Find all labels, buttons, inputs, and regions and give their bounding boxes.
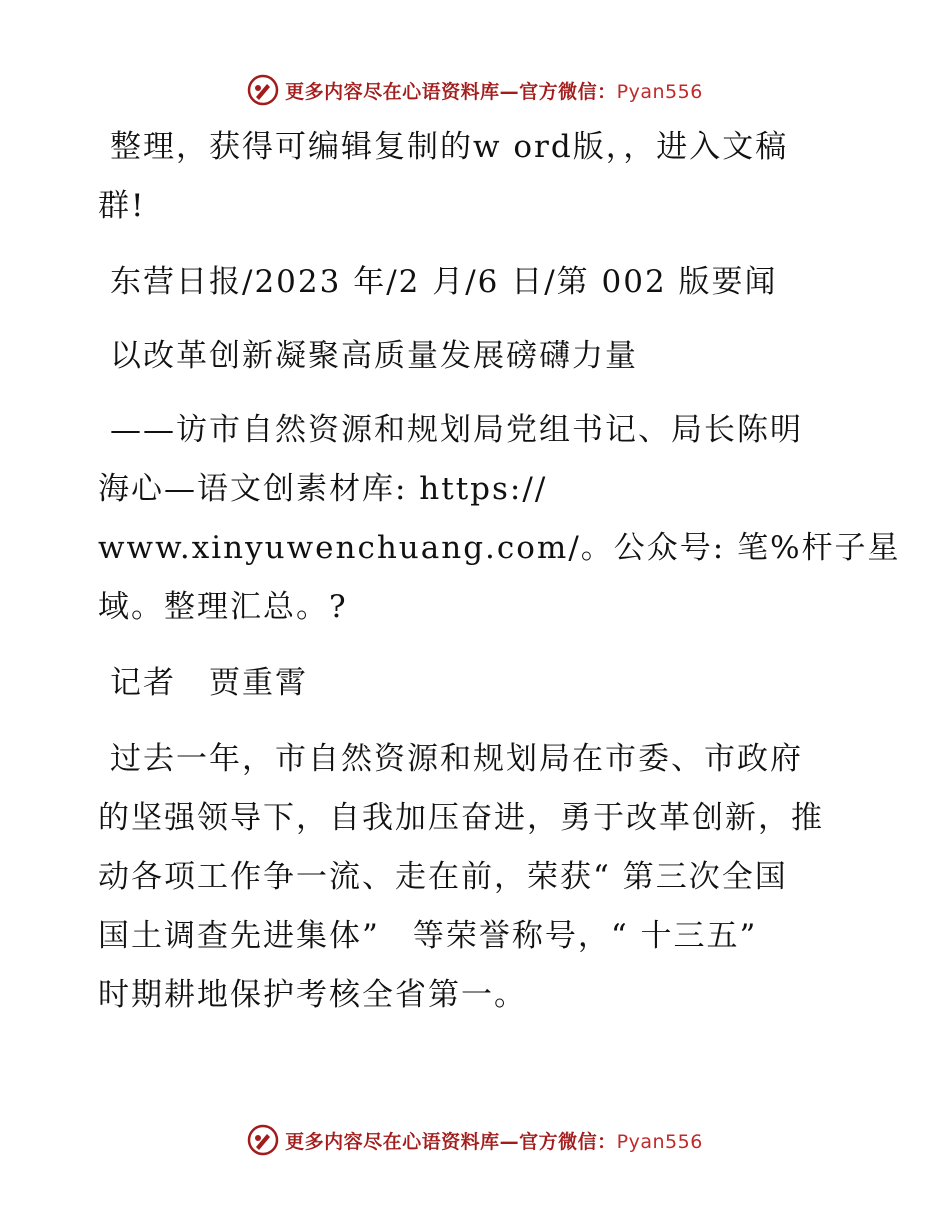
watermark-text: 更多内容尽在心语资料库—官方微信：Pyan556 (285, 80, 703, 103)
subtitle-line: 域。整理汇总。? (98, 589, 348, 625)
pen-logo-icon (247, 74, 279, 106)
byline: 记者 贾重霄 (110, 665, 308, 701)
document-body (98, 118, 901, 1025)
headline: 以改革创新凝聚高质量发展磅礴力量 (110, 338, 638, 374)
dateline: 东营日报/2023 年/2 月/6 日/第 002 版要闻 (110, 264, 778, 300)
body-line: 国土调查先进集体” 等荣誉称号，“ 十三五” (98, 918, 758, 954)
subtitle-line: 海心—语文创素材库: https:// (98, 471, 548, 507)
body-line: 时期耕地保护考核全省第一。 (98, 977, 527, 1013)
body-line: 的坚强领导下，自我加压奋进，勇于改革创新，推 (98, 800, 824, 836)
intro-line: 整理，获得可编辑复制的w ord版，，进入文稿 (110, 129, 789, 165)
body-line: 动各项工作争一流、走在前，荣获“ 第三次全国 (98, 859, 788, 895)
watermark-text: 更多内容尽在心语资料库—官方微信：Pyan556 (285, 1130, 703, 1153)
subtitle-line: ——访市自然资源和规划局党组书记、局长陈明 (110, 412, 803, 448)
intro-line: 群! (98, 188, 146, 224)
subtitle-line: www.xinyuwenchuang.com/。公众号: 笔%杆子星 (98, 530, 901, 566)
pen-logo-icon (247, 1124, 279, 1156)
watermark-footer (0, 1120, 950, 1160)
body-line: 过去一年，市自然资源和规划局在市委、市政府 (110, 741, 803, 777)
watermark-header (0, 70, 950, 110)
